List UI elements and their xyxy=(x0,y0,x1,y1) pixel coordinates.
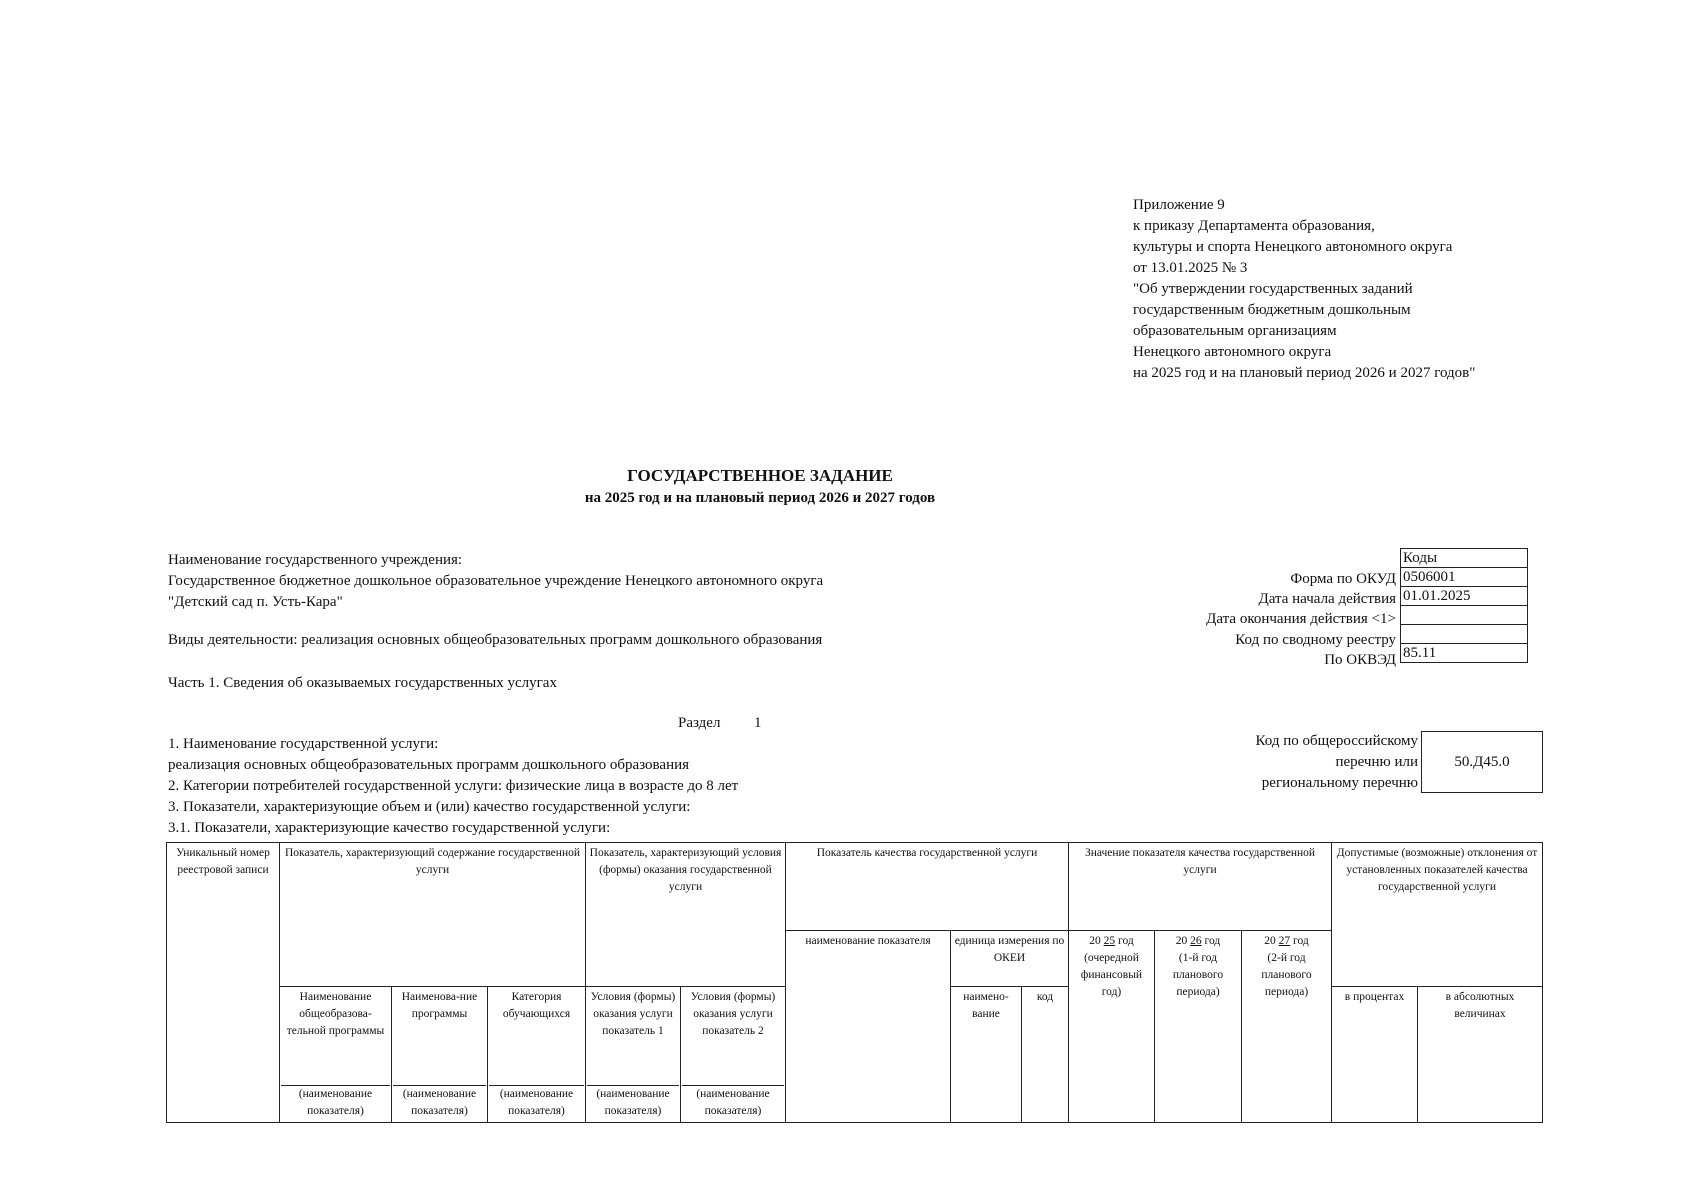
section-number: 1 xyxy=(753,715,762,731)
appendix-line: на 2025 год и на плановый период 2026 и 2027 годов" xyxy=(1133,365,1476,381)
year-1-value: 25 xyxy=(1103,935,1116,947)
appendix-line: Приложение 9 xyxy=(1133,197,1225,213)
document-title: ГОСУДАРСТВЕННОЕ ЗАДАНИЕ xyxy=(627,466,893,485)
registry-label-line: перечню или xyxy=(1335,754,1418,770)
year-3-note: (2-й год планового периода) xyxy=(1261,952,1312,998)
header-unique-number: Уникальный номер реестровой записи xyxy=(167,843,280,1123)
appendix-line: от 13.01.2025 № 3 xyxy=(1133,260,1248,276)
year-1-note: (очередной финансовый год) xyxy=(1080,952,1143,998)
quality-indicators-table xyxy=(166,842,1543,1123)
codes-table xyxy=(1400,548,1528,663)
appendix-line: Ненецкого автономного округа xyxy=(1133,344,1332,360)
codes-header: Коды xyxy=(1401,549,1528,568)
activities-text: Виды деятельности: реализация основных общеобразовательных программ дошкольного образования xyxy=(168,632,823,648)
institution-name-line2: "Детский сад п. Усть-Кара" xyxy=(168,594,343,610)
appendix-block xyxy=(1133,195,1475,384)
service-name: реализация основных общеобразовательных программ дошкольного образования xyxy=(168,757,690,773)
appendix-line: к приказу Департамента образования, xyxy=(1133,218,1375,234)
header-year-2: 20 26 год (1-й год планового периода) xyxy=(1155,931,1242,1123)
col-program-name: Наименование общеобразова-тельной программы (наименование показателя) xyxy=(280,987,392,1123)
consumer-categories: 2. Категории потребителей государственной услуги: физические лица в возрасте до 8 лет xyxy=(168,778,739,794)
indicator-name-note: (наименование показателя) xyxy=(393,1085,486,1120)
institution-name-line1: Государственное бюджетное дошкольное образовательное учреждение Ненецкого автономного округа xyxy=(168,573,824,589)
header-unit-code: код xyxy=(1022,987,1069,1123)
year-2-value: 26 xyxy=(1190,935,1202,947)
header-indicator-name: наименование показателя xyxy=(786,931,951,1123)
header-year-3: 20 27 год (2-й год планового периода) xyxy=(1242,931,1332,1123)
col-conditions-2: Условия (формы) оказания услуги показатель 2 (наименование показателя) xyxy=(681,987,786,1123)
header-year-1: 20 25 год (очередной финансовый год) xyxy=(1069,931,1155,1123)
header-content-indicator: Показатель, характеризующий содержание государственной услуги xyxy=(280,843,586,987)
service-name-label: 1. Наименование государственной услуги: xyxy=(168,736,439,752)
header-deviation-absolute: в абсолютных величинах xyxy=(1418,987,1543,1123)
appendix-line: образовательным организациям xyxy=(1133,323,1337,339)
registry-code-labels xyxy=(1150,731,1418,794)
code-value-registry xyxy=(1401,625,1528,644)
document-subtitle: на 2025 год и на плановый период 2026 и 2027 годов xyxy=(584,490,936,506)
indicator-name-note: (наименование показателя) xyxy=(489,1085,584,1120)
indicator-name-note: (наименование показателя) xyxy=(281,1085,390,1120)
code-value-end-date xyxy=(1401,606,1528,625)
indicator-name-note: (наименование показателя) xyxy=(587,1085,679,1120)
code-label-registry: Код по сводному реестру xyxy=(1235,631,1396,648)
code-label-start-date: Дата начала действия xyxy=(1258,591,1396,608)
header-allowed-deviation: Допустимые (возможные) отклонения от установленных показателей качества государственной услуги xyxy=(1332,843,1543,987)
col-program: Наименова-ние программы (наименование показателя) xyxy=(392,987,488,1123)
registry-label-line: Код по общероссийскому xyxy=(1255,733,1418,749)
appendix-line: "Об утверждении государственных заданий xyxy=(1133,281,1413,297)
header-quality-indicator: Показатель качества государственной услуги xyxy=(786,843,1069,931)
codes-labels xyxy=(1100,569,1396,670)
institution-label: Наименование государственного учреждения: xyxy=(168,552,463,568)
code-label-okved: По ОКВЭД xyxy=(1324,651,1396,668)
appendix-line: культуры и спорта Ненецкого автономного округа xyxy=(1133,239,1453,255)
year-3-value: 27 xyxy=(1278,935,1291,947)
code-value-okud: 0506001 xyxy=(1401,568,1528,587)
header-unit-okei: единица измерения по ОКЕИ xyxy=(951,931,1069,987)
code-value-okved: 85.11 xyxy=(1401,644,1528,663)
quality-indicators-heading: 3.1. Показатели, характеризующие качество государственной услуги: xyxy=(168,820,611,836)
indicators-heading: 3. Показатели, характеризующие объем и (или) качество государственной услуги: xyxy=(168,799,691,815)
col-conditions-1: Условия (формы) оказания услуги показатель 1 (наименование показателя) xyxy=(586,987,681,1123)
section-label: Раздел xyxy=(678,715,721,731)
code-label-end-date: Дата окончания действия <1> xyxy=(1206,611,1396,628)
part-heading: Часть 1. Сведения об оказываемых государственных услугах xyxy=(168,675,557,691)
registry-label-line: региональному перечню xyxy=(1261,775,1418,791)
code-value-start-date: 01.01.2025 xyxy=(1401,587,1528,606)
header-conditions-indicator: Показатель, характеризующий условия (формы) оказания государственной услуги xyxy=(586,843,786,987)
header-indicator-value: Значение показателя качества государственной услуги xyxy=(1069,843,1332,931)
year-2-note: (1-й год планового периода) xyxy=(1172,952,1224,998)
section-heading xyxy=(678,713,761,734)
registry-code-box: 50.Д45.0 xyxy=(1421,731,1543,793)
col-student-category: Категория обучающихся (наименование показателя) xyxy=(488,987,586,1123)
code-label-okud: Форма по ОКУД xyxy=(1290,571,1396,587)
indicator-name-note: (наименование показателя) xyxy=(682,1085,784,1120)
header-deviation-percent: в процентах xyxy=(1332,987,1418,1123)
appendix-line: государственным бюджетным дошкольным xyxy=(1133,302,1411,318)
header-unit-name: наимено-вание xyxy=(951,987,1022,1123)
